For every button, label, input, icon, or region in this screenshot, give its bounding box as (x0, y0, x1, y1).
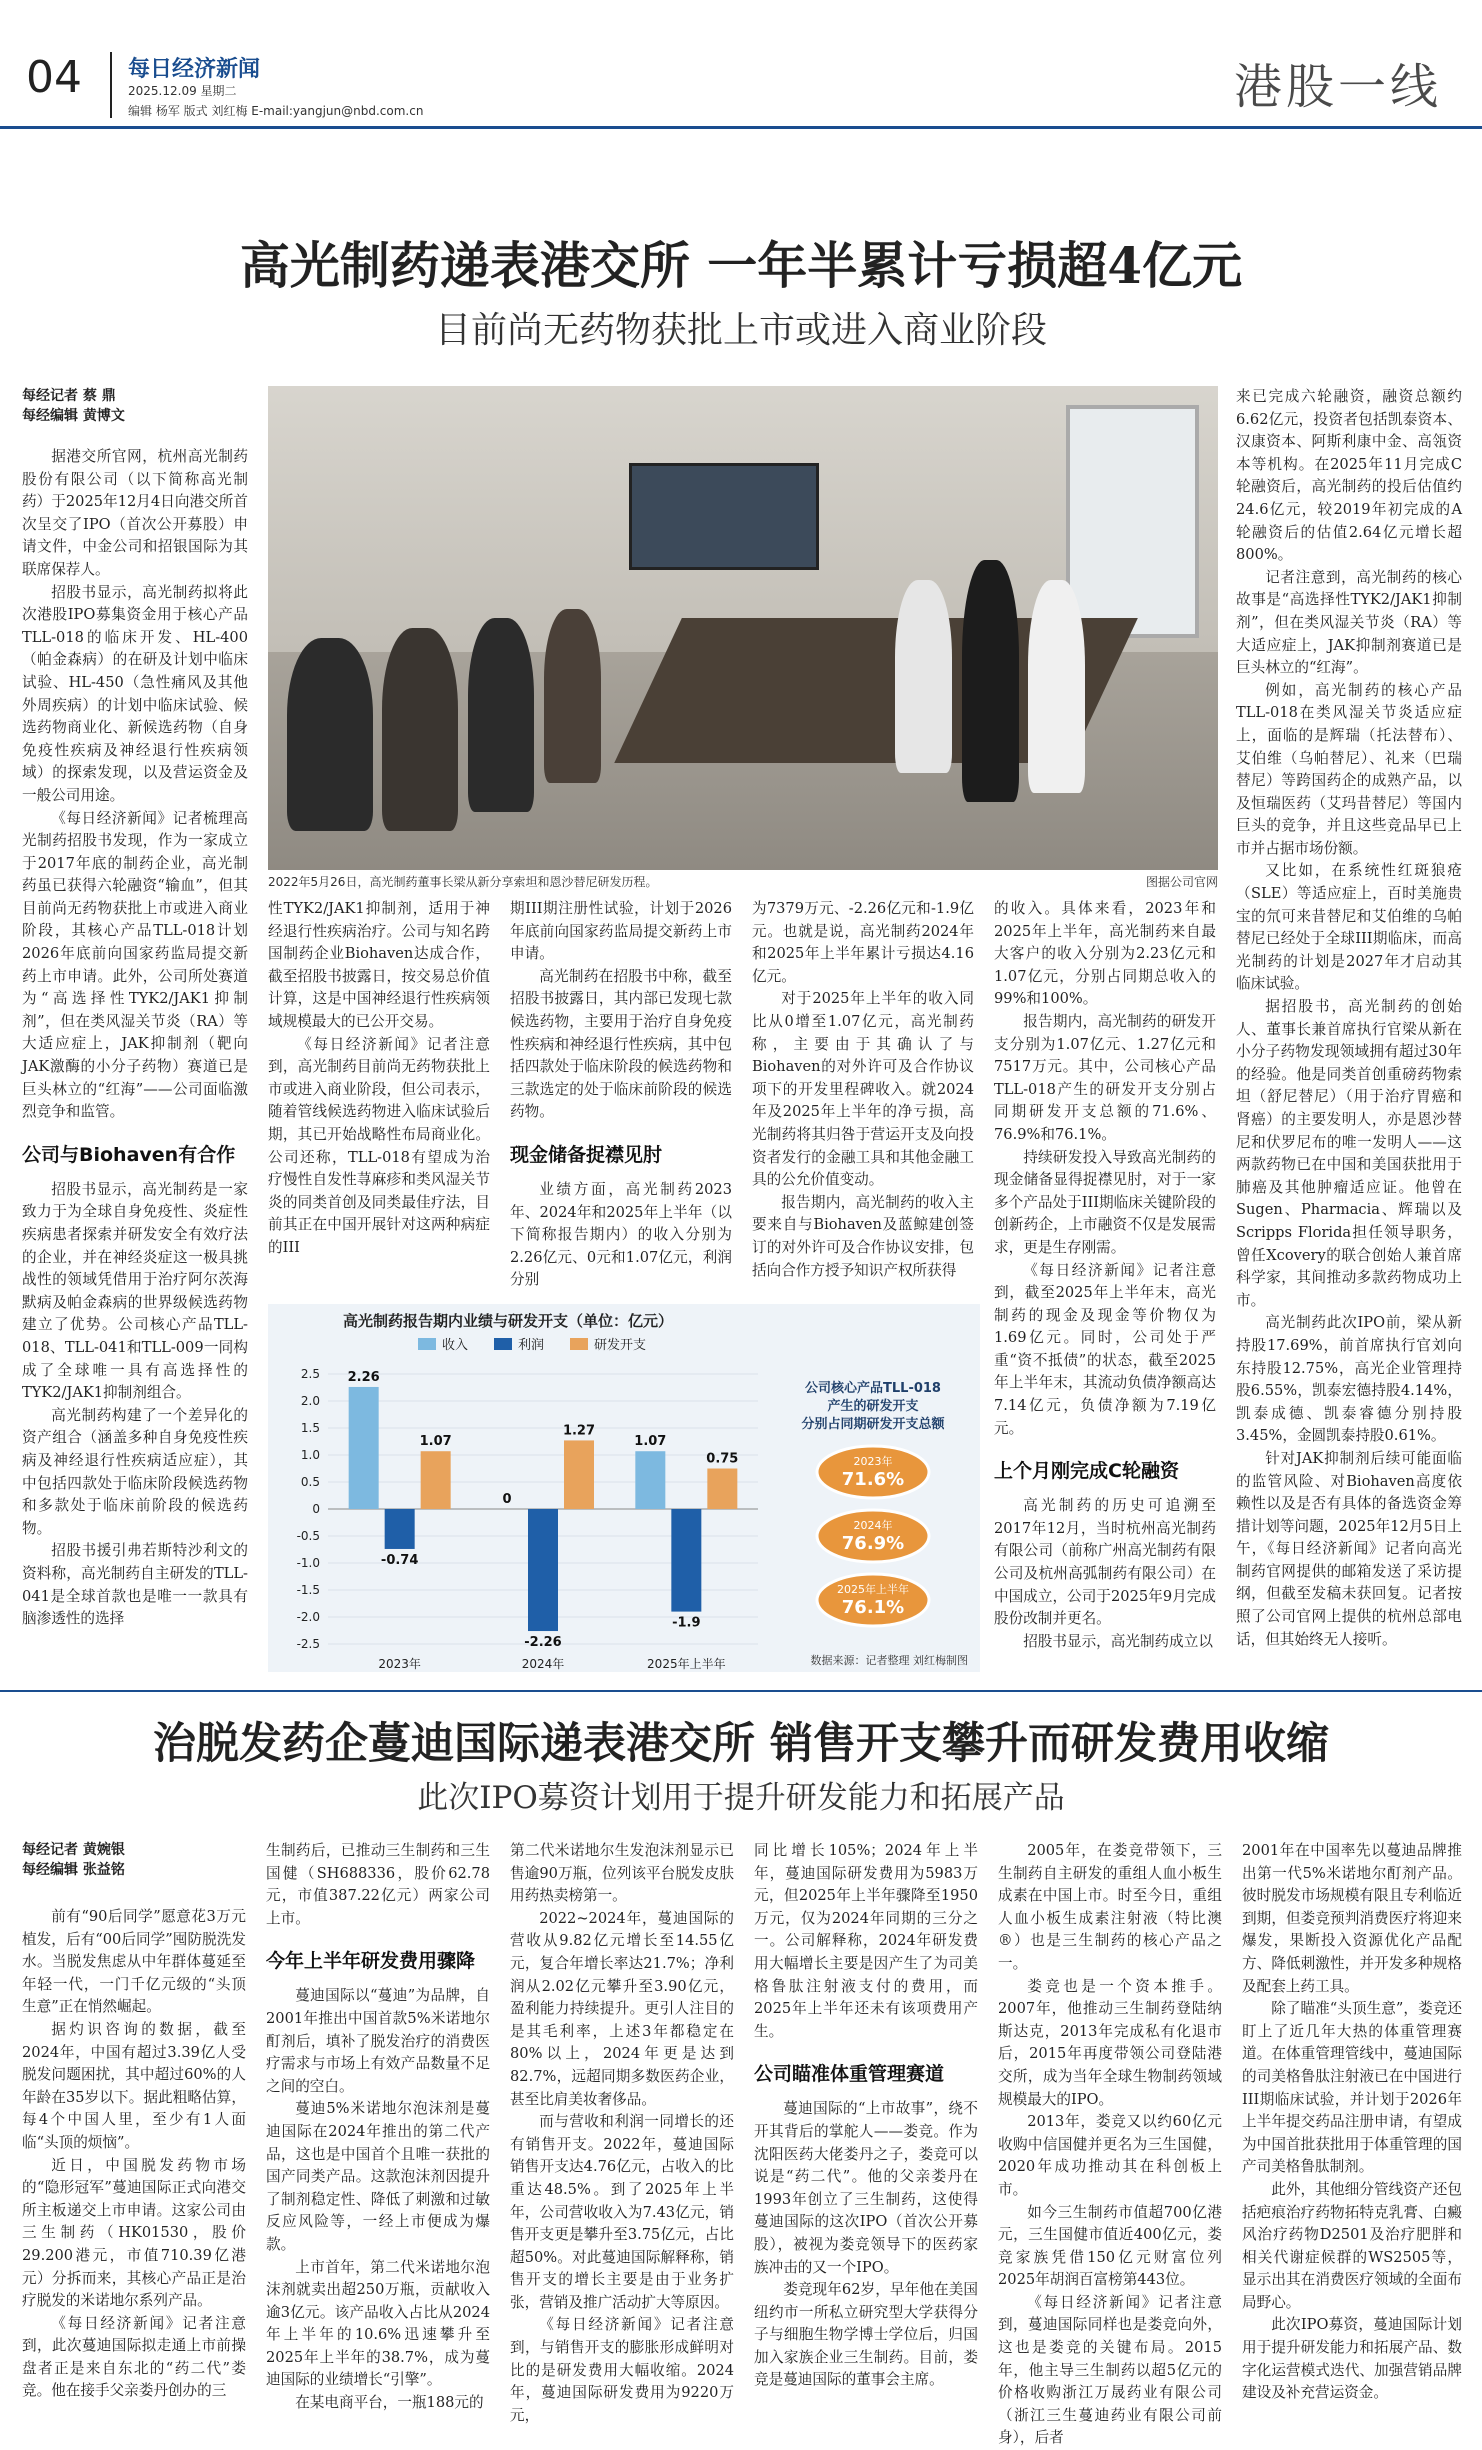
y-tick-label: 0.5 (300, 1475, 320, 1489)
article1-col4: 为7379万元、-2.26亿元和-1.9亿元。也就是说，高光制药2024年和2025年上半年累计亏损达4.16亿元。 对于2025年上半年的收入同比从0增至1.07亿元，高光制药称，主要由于其确认了与Biohaven的对外许可及合作协议项下的开发里程碑收入。就2024年及2025年上半年的净亏损，高光制药将其归咎于营运开支及向投资者发行的金融工具和其他金融工具的公允价值变动。 报告期内，高光制药的收入主要来自与Biohaven及蓝鲸建创签订的对外许可及合作协议安排，包括向合作方授予知识产权所获得 (752, 900, 974, 1279)
photo-caption: 2022年5月26日，高光制药董事长梁从新分享索坦和恩沙替尼研发历程。 图据公司官网 (268, 875, 1218, 889)
y-tick-label: -1.5 (296, 1583, 320, 1597)
y-tick-label: -0.5 (296, 1529, 320, 1543)
legend-label-0: 收入 (442, 1338, 469, 1353)
side-badge-pct: 76.1% (841, 1597, 905, 1618)
article-divider (0, 1690, 1482, 1692)
data-label: -2.26 (524, 1635, 562, 1651)
y-tick-label: 1.0 (300, 1448, 320, 1462)
data-label: 0 (502, 1492, 512, 1507)
article2-col6: 2001年在中国率先以蔓迪品牌推出第一代5%米诺地尔酊剂产品。彼时脱发市场规模有限且专利临近到期，但娄竞预判消费医疗将迎来爆发，果断投入资源优化产品配方、降低刺激性，并开发多种规格及配套上药工具。 除了瞄准“头顶生意”，娄竞还盯上了近几年大热的体重管理赛道。在体重管理管线中，蔓迪国际的司美格鲁肽注射液已在中国进行III期临床试验，并计划于2026年上半年提交药品注册申请，有望成为中国首批获批用于体重管理的国产司美格鲁肽制剂。 此外，其他细分管线资产还包括疤痕治疗药物拓特克乳膏、白癜风治疗药物D2501及治疗肥胖和相关代谢症候群的WS2505等，显示出其在消费医疗领域的全面布局野心。 此次IPO募资，蔓迪国际计划用于提升研发能力和拓展产品、数字化运营模式迭代、加强营销品牌建设及补充营运资金。 (1242, 1842, 1462, 2402)
subheading: 上个月刚完成C轮融资 (994, 1460, 1179, 1483)
bar-0-2 (635, 1451, 665, 1509)
article2-title: 治脱发药企蔓迪国际递表港交所 销售开支攀升而研发费用收缩 (153, 1719, 1329, 1769)
page-number: 04 (26, 52, 82, 103)
section-title: 港股一线 (1233, 59, 1442, 115)
data-label: 1.07 (419, 1434, 452, 1450)
side-badge-year: 2023年 (853, 1455, 893, 1468)
bar-2-1 (564, 1440, 594, 1509)
article1-subtitle: 目前尚无药物获批上市或进入商业阶段 (434, 310, 1047, 351)
bar-chart (268, 1304, 980, 1672)
legend-label-1: 利润 (518, 1338, 545, 1353)
data-label: -0.74 (380, 1552, 419, 1568)
y-tick-label: 2.0 (300, 1394, 320, 1408)
legend-swatch-0 (418, 1338, 436, 1350)
subheading: 现金储备捉襟见肘 (510, 1143, 663, 1166)
masthead-editor: 编辑 杨军 版式 刘红梅 E-mail:yangjun@nbd.com.cn (128, 104, 424, 118)
masthead-rule (0, 126, 1482, 129)
chart-title: 高光制药报告期内业绩与研发开支（单位：亿元） (342, 1312, 674, 1330)
article2-col1: 前有“90后同学”愿意花3万元植发，后有“00后同学”囤防脱洗发水。当脱发焦虑从中年群体蔓延至年轻一代，一门千亿元级的“头顶生意”正在悄然崛起。 据灼识咨询的数据，截至2024年，中国有超过3.39亿人受脱发问题困扰，其中超过60%的人年龄在35岁以下。据此粗略估算，每4个中国人里，至少有1人面临“头顶的烦恼”。 近日，中国脱发药物市场的“隐形冠军”蔓迪国际正式向港交所主板递交上市申请。这家公司由三生制药（HK01530，股价29.200港元，市值710.39亿港元）分拆而来，其核心产品正是治疗脱发的米诺地尔系列产品。 《每日经济新闻》记者注意到，此次蔓迪国际拟走通上市前操盘者正是来自东北的“药二代”娄竞。他在接手父亲娄丹创办的三 (22, 1908, 246, 2400)
bar-2-2 (707, 1469, 737, 1510)
article1-byline (22, 386, 125, 426)
article1-col2: 性TYK2/JAK1抑制剂，适用于神经退行性疾病治疗。公司与知名跨国制药企业Biohaven达成合作，截至招股书披露日，按交易总价值计算，这是中国神经退行性疾病领域规模最大的已公开交易。 《每日经济新闻》记者注意到，高光制药目前尚无药物获批上市或进入商业阶段，但公司表示，随着管线候选药物进入临床试验后期，其已开始战略性布局商业化。公司还称，TLL-018有望成为治疗慢性自发性荨麻疹和类风湿关节炎的同类首创及同类最佳疗法，目前其正在中国开展针对这两种病症的III (268, 900, 490, 1256)
bar-1-1 (528, 1509, 558, 1631)
reporter: 每经记者 蔡 鼎 (22, 388, 116, 404)
subheading: 公司与Biohaven有合作 (22, 1143, 236, 1166)
article1-col1: 据港交所官网，杭州高光制药股份有限公司（以下简称高光制药）于2025年12月4日向港交所首次呈交了IPO（首次公开募股）申请文件，中金公司和招银国际为其联席保荐人。 招股书显示，高光制药拟将此次港股IPO募集资金用于核心产品TLL-018的临床开发、HL-400（帕金森病）的在研及计划中临床试验、HL-450（急性痛风及其他外周疾病）的计划中临床试验、候选药物商业化、新候选药物（自身免疫性疾病及神经退行性疾病领域）的探索发现，以及营运资金及一般公司用途。 《每日经济新闻》记者梳理高光制药招股书发现，作为一家成立于2017年底的制药企业，高光制药虽已获得六轮融资“输血”，但其目前尚无药物获批上市或进入商业阶段，其核心产品TLL-018计划2026年底前向国家药监局提交新药上市申请。此外，公司所处赛道为“高选择性TYK2/JAK1抑制剂”，但在类风湿关节炎（RA）等大适应症上，JAK抑制剂（靶向JAK激酶的小分子药物）赛道已是巨头林立的“红海”——公司面临激烈竞争和监管。 公司与Biohaven有合作 招股书显示，高光制药是一家致力于为全球自身免疫性、炎症性疾病患者探索并研发安全有效疗法的企业，并在神经炎症这一极具挑战性的领域凭借用于治疗阿尔茨海默病及帕金森病的世界级候选药物建立了优势。公司核心产品TLL-018、TLL-041和TLL-009一同构成了全球唯一具有高选择性的TYK2/JAK1抑制剂组合。 高光制药构建了一个差异化的资产组合（涵盖多种自身免疫性疾病及神经退行性疾病适应症），其中包括四款处于临床阶段候选药物和多款处于临床前阶段的候选药物。 招股书援引弗若斯特沙利文的资料称，高光制药自主研发的TLL-041是全球首款也是唯一一款具有脑渗透性的选择 (22, 448, 248, 1628)
article1-col5: 的收入。具体来看，2023年和2025年上半年，高光制药来自最大客户的收入分别为2.23亿元和1.07亿元，分别占同期总收入的99%和100%。 报告期内，高光制药的研发开支分别为1.07亿元、1.27亿元和7517万元。其中，公司核心产品TLL-018产生的研发开支分别占同期研发开支总额的71.6%、76.9%和76.1%。 持续研发投入导致高光制药的现金储备显得捉襟见肘，对于一家多个产品处于III期临床关键阶段的创新药企，上市融资不仅是发展需求，更是生存刚需。 《每日经济新闻》记者注意到，截至2025年上半年末，高光制药的现金及现金等价物仅为1.69亿元。同时，公司处于严重“资不抵债”的状态，截至2025年上半年末，其流动负债净额高达7.14亿元，负债净额为7.19亿元。 上个月刚完成C轮融资 高光制药的历史可追溯至2017年12月，当时杭州高光制药有限公司（前称广州高光制药有限公司及杭州高弧制药有限公司）在中国成立，公司于2025年9月完成股份改制并更名。 招股书显示，高光制药成立以 (994, 900, 1216, 1650)
article2-col2: 生制药后，已推动三生制药和三生国健（SH688336，股价62.78元，市值387.22亿元）两家公司上市。 今年上半年研发费用骤降 蔓迪国际以“蔓迪”为品牌，自2001年推出中国首款5%米诺地尔酊剂后，填补了脱发治疗的消费医疗需求与市场上有效产品数量不足之间的空白。 蔓迪5%米诺地尔泡沫剂是蔓迪国际在2024年推出的第二代产品，这也是中国首个且唯一获批的国产同类产品。这款泡沫剂因提升了制剂稳定性、降低了刺激和过敏反应风险等，一经上市便成为爆款。 上市首年，第二代米诺地尔泡沫剂就卖出超250万瓶，贡献收入逾3亿元。该产品收入占比从2024年上半年的10.6%迅速攀升至2025年上半年的38.7%，成为蔓迪国际的业绩增长“引擎”。 在某电商平台，一瓶188元的 (266, 1842, 490, 2412)
bar-1-0 (385, 1509, 415, 1549)
x-tick-label: 2023年 (378, 1657, 421, 1671)
legend-label-2: 研发开支 (594, 1338, 647, 1353)
side-badge-pct: 76.9% (841, 1533, 905, 1554)
bar-0-0 (349, 1387, 379, 1509)
y-tick-label: 2.5 (300, 1367, 320, 1381)
article1-title: 高光制药递表港交所 一年半累计亏损超4亿元 (239, 236, 1243, 295)
article1-col3: 期III期注册性试验，计划于2026年底前向国家药监局提交新药上市申请。 高光制药在招股书中称，截至招股书披露日，其内部已发现七款候选药物，主要用于治疗自身免疫性疾病和神经退行性疾病，其中包括四款处于临床阶段的候选药物和三款选定的处于临床前阶段的候选药物。 现金储备捉襟见肘 业绩方面，高光制药2023年、2024年和2025年上半年（以下简称报告期内）的收入分别为2.26亿元、0元和1.07亿元，利润分别 (510, 900, 732, 1289)
reporter: 每经记者 黄婉银 (22, 1842, 125, 1858)
editor: 每经编辑 张益铭 (22, 1862, 125, 1878)
masthead-date: 2025.12.09 星期二 (128, 84, 237, 98)
article2-subtitle: 此次IPO募资计划用于提升研发能力和拓展产品 (417, 1780, 1065, 1816)
article1-chart (268, 1304, 980, 1672)
photo-credit: 图据公司官网 (1145, 875, 1218, 889)
data-label: 1.07 (634, 1434, 667, 1450)
masthead-divider (110, 52, 112, 118)
bar-2-0 (421, 1451, 451, 1509)
article2-col4: 同比增长105%；2024年上半年，蔓迪国际研发费用为5983万元，但2025年上半年骤降至1950万元，仅为2024年同期的三分之一。公司解释称，2024年研发费用大幅增长主要是因产生了为司美格鲁肽注射液支付的费用，而2025年上半年还未有该项费用产生。 公司瞄准体重管理赛道 蔓迪国际的“上市故事”，绕不开其背后的掌舵人——娄竞。作为沈阳医药大佬娄丹之子，娄竞可以说是“药二代”。他的父亲娄丹在1993年创立了三生制药，这使得蔓迪国际的这次IPO（首次公开募股），被视为娄竞领导下的医药家族冲击的又一个IPO。 娄竞现年62岁，早年他在美国纽约市一所私立研究型大学获得分子与细胞生物学博士学位后，归国加入家族企业三生制药。目前，娄竞是蔓迪国际的董事会主席。 (754, 1842, 978, 2389)
paper-name: 每日经济新闻 (128, 57, 261, 82)
article1-col6: 来已完成六轮融资，融资总额约6.62亿元，投资者包括凯泰资本、汉康资本、阿斯利康中金、高瓴资本等机构。在2025年11月完成C轮融资后，高光制药的投后估值约24.6亿元，较2019年初完成的A轮融资后的估值2.64亿元增长超800%。 记者注意到，高光制药的核心故事是“高选择性TYK2/JAK1抑制剂”，但在类风湿关节炎（RA）等大适应症上，JAK抑制剂赛道已是巨头林立的“红海”。 例如，高光制药的核心产品TLL-018在类风湿关节炎适应症上，面临的是辉瑞（托法替布）、艾伯维（乌帕替尼）、礼来（巴瑞替尼）等跨国药企的成熟产品，以及恒瑞医药（艾玛昔替尼）等国内巨头的竞争，并且这些竞品早已上市并占据市场份额。 又比如，在系统性红斑狼疮（SLE）等适应症上，百时美施贵宝的氘可来昔替尼和艾伯维的乌帕替尼已经处于全球III期临床，而高光制药的计划是2027年才启动其临床试验。 据招股书，高光制药的创始人、董事长兼首席执行官梁从新在小分子药物发现领域拥有超过30年的经验。他是同类首创重磅药物索坦（舒尼替尼）（用于治疗胃癌和肾癌）的主要发明人，亦是恩沙替尼和伏罗尼布的唯一发明人——这两款药物已在中国和美国获批用于肺癌及其他肿瘤适应证。他曾在Sugen、Pharmacia、辉瑞以及Scripps Florida担任领导职务，曾任Xcovery的联合创始人兼首席科学家，其间推动多款药物成功上市。 高光制药此次IPO前，梁从新持股17.69%，前首席执行官刘向东持股12.75%，高光企业管理持股6.55%，凯泰宏德持股4.14%，凯泰成德、凯泰睿德分别持股3.45%，金圆凯泰持股0.61%。 针对JAK抑制剂后续可能面临的监管风险、对Biohaven高度依赖性以及是否有具体的备选资金筹措计划等问题，2025年12月5日上午，《每日经济新闻》记者向高光制药官网提供的邮箱发送了采访提纲，但截至发稿未获回复。记者按照了公司官网上提供的杭州总部电话，但其始终无人接听。 (1236, 388, 1462, 1648)
side-title-line: 分别占同期研发开支总额 (801, 1417, 945, 1432)
legend-swatch-1 (494, 1338, 512, 1350)
masthead (0, 0, 1482, 130)
x-tick-label: 2025年上半年 (647, 1657, 726, 1671)
data-label: 1.27 (562, 1423, 596, 1439)
editor: 每经编辑 黄博文 (22, 408, 125, 424)
data-label: 2.26 (347, 1369, 380, 1385)
side-badge-pct: 71.6% (841, 1469, 905, 1490)
side-title-line: 产生的研发开支 (827, 1399, 919, 1414)
y-tick-label: -2.0 (296, 1610, 320, 1624)
subheading: 今年上半年研发费用骤降 (266, 1950, 476, 1973)
data-label: -1.9 (672, 1615, 701, 1631)
x-tick-label: 2024年 (521, 1657, 565, 1671)
side-title-line: 公司核心产品TLL-018 (805, 1381, 941, 1396)
bar-1-2 (671, 1509, 701, 1612)
article2-col5: 2005年，在娄竞带领下，三生制药自主研发的重组人血小板生成素在中国上市。时至今日，重组人血小板生成素注射液（特比澳®）也是三生制药的核心产品之一。 娄竞也是一个资本推手。2007年，他推动三生制药登陆纳斯达克，2013年完成私有化退市后，2015年再度带领公司登陆港交所，成为当年全球生物制药领域规模最大的IPO。 2013年，娄竞又以约60亿元收购中信国健并更名为三生国健，2020年成功推动其在科创板上市。 如今三生制药市值超700亿港元，三生国健市值近400亿元，娄竞家族凭借150亿元财富位列2025年胡润百富榜第443位。 《每日经济新闻》记者注意到，蔓迪国际同样也是娄竞向外，这也是娄竞的关键布局。2015年，他主导三生制药以超5亿元的价格收购浙江万晟药业有限公司（浙江三生蔓迪药业有限公司前身），后者 (998, 1842, 1222, 2447)
article2-col3: 第二代米诺地尔生发泡沫剂显示已售逾90万瓶，位列该平台脱发皮肤用药热卖榜第一。 2022~2024年，蔓迪国际的营收从9.82亿元增长至14.55亿元，复合年增长率达21.7%；净利润从2.02亿元攀升至3.90亿元，盈利能力持续提升。更引人注目的是其毛利率，上述3年都稳定在80%以上，2024年更是达到82.7%，远超同期多数医药企业，甚至比肩美妆奢侈品。 而与营收和利润一同增长的还有销售开支。2022年，蔓迪国际销售开支达4.76亿元，占收入的比重达48.5%。到了2025年上半年，公司营收收入为7.43亿元，销售开支更是攀升至3.75亿元，占比超50%。对此蔓迪国际解释称，销售开支的增长主要是由于业务扩张，营销及推广活动扩大等原因。 《每日经济新闻》记者注意到，与销售开支的膨胀形成鲜明对比的是研发费用大幅收缩。2024年，蔓迪国际研发费用为9220万元， (510, 1842, 734, 2424)
article2-byline (22, 1840, 125, 1880)
y-tick-label: -2.5 (296, 1637, 320, 1651)
y-tick-label: -1.0 (296, 1556, 320, 1570)
side-badge-year: 2024年 (853, 1519, 893, 1532)
subheading: 公司瞄准体重管理赛道 (754, 2063, 945, 2086)
chart-source: 数据来源：记者整理 刘红梅制图 (810, 1654, 968, 1667)
y-tick-label: 1.5 (300, 1421, 320, 1435)
y-tick-label: 0 (312, 1502, 320, 1516)
data-label: 0.75 (706, 1451, 739, 1467)
article1-photo (268, 386, 1218, 870)
legend-swatch-2 (570, 1338, 588, 1350)
side-badge-year: 2025年上半年 (837, 1583, 909, 1596)
